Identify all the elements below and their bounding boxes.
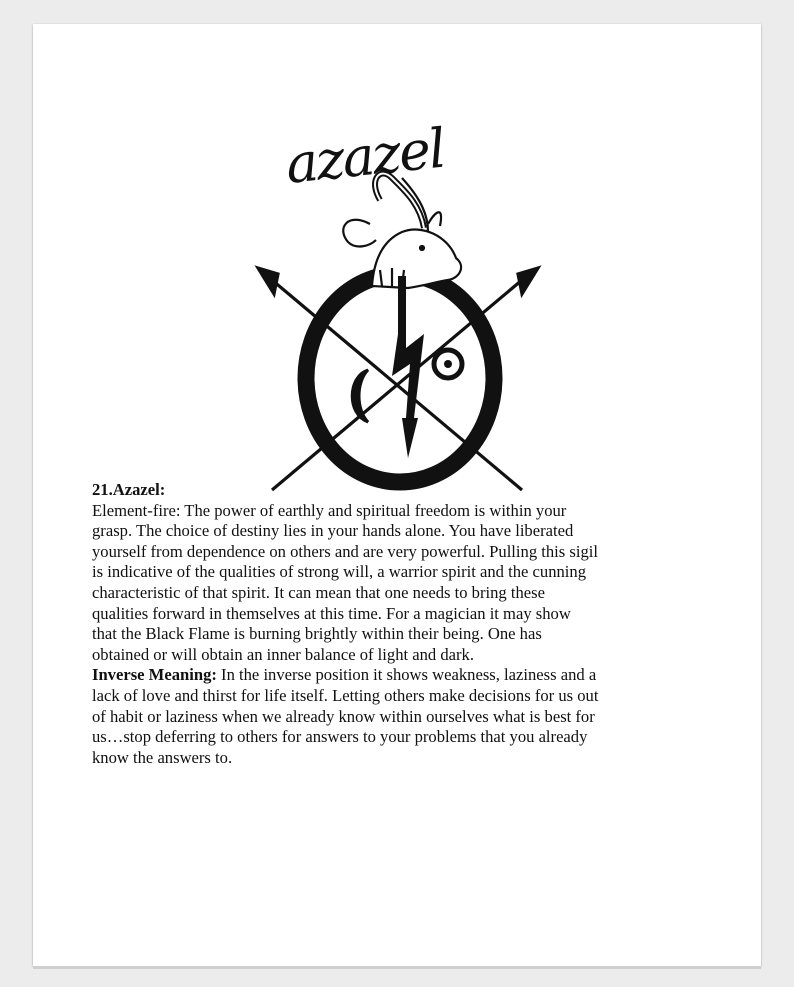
inverse-line: of habit or laziness when we already know within ourselves what is best for	[92, 706, 595, 726]
body-line: characteristic of that spirit. It can mean that one needs to bring these	[92, 582, 545, 602]
inverse-meaning-line	[92, 665, 652, 686]
inverse-meaning-text: In the inverse position it shows weakness, laziness and a	[216, 665, 597, 685]
body-line: that the Black Flame is burning brightly within their being. One has	[92, 624, 542, 644]
card-description	[92, 480, 652, 768]
inverse-line: know the answers to.	[92, 747, 233, 767]
sigil-name-lettering: azazel	[282, 116, 448, 196]
goat-head-figure	[343, 174, 461, 288]
body-line: yourself from dependence on others and are very powerful. Pulling this sigil	[92, 541, 598, 561]
sun-symbol	[434, 350, 462, 378]
inverse-line: lack of love and thirst for life itself. Letting others make decisions for us out	[92, 685, 599, 705]
body-line: is indicative of the qualities of strong will, a warrior spirit and the cunning	[92, 562, 587, 582]
crescent-moon-symbol	[352, 370, 368, 422]
inverse-meaning-label: Inverse Meaning:	[92, 665, 217, 685]
card-heading: 21.Azazel:	[92, 480, 166, 499]
lightning-bolt-symbol	[392, 276, 424, 458]
page-edge	[33, 966, 761, 969]
body-line: obtained or will obtain an inner balance of light and dark.	[92, 644, 474, 664]
body-line: Element-fire: The power of earthly and spiritual freedom is within your	[92, 500, 567, 520]
azazel-sigil-illustration	[252, 108, 544, 500]
inverse-line: us…stop deferring to others for answers to your problems that you already	[92, 727, 588, 747]
body-line: grasp. The choice of destiny lies in your hands alone. You have liberated	[92, 521, 574, 541]
body-line: qualities forward in themselves at this time. For a magician it may show	[92, 603, 571, 623]
